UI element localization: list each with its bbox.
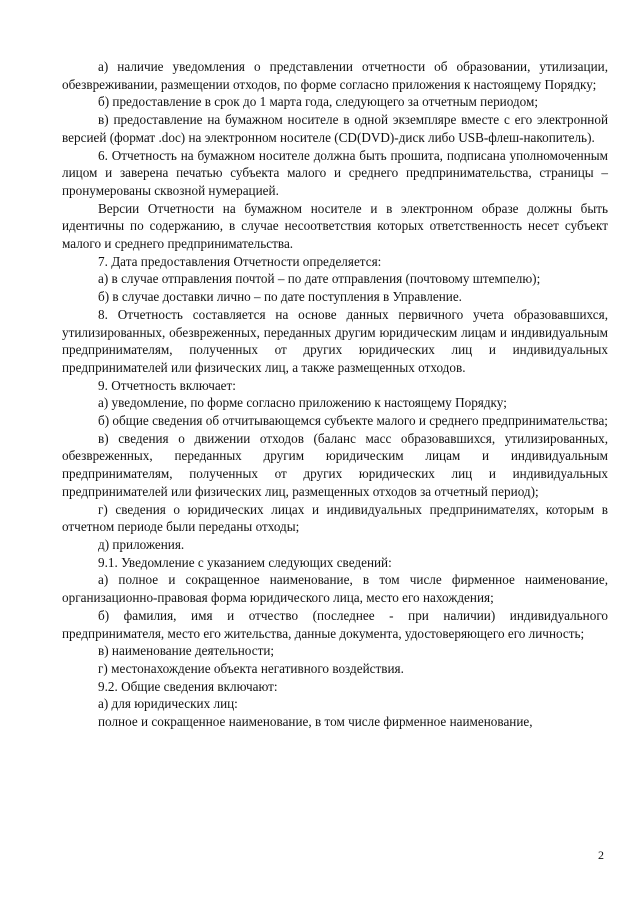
paragraph: а) в случае отправления почтой – по дате отправления (почтовому штемпелю); xyxy=(98,271,541,287)
paragraph: в) наименование деятельности; xyxy=(98,643,275,659)
paragraph: в) сведения о движении отходов (баланс масс образовавшихся, утилизированных, обезвреженных, переданных другим юридическим лицам и индивидуальным предпринимателям, полученных от других юридических лиц и индивидуальных предпринимателей или физических лиц, размещенных отходов за отчетный период); xyxy=(62,430,608,499)
paragraph: в) предоставление на бумажном носителе в одной экземпляре вместе с его электронной версией (формат .doc) на электронном носителе (CD(DVD)-диск либо USB-флеш-накопитель). xyxy=(62,112,608,145)
document-body xyxy=(62,58,608,731)
paragraph: 9. Отчетность включает: xyxy=(98,377,236,393)
paragraph: полное и сокращенное наименование, в том числе фирменное наименование, xyxy=(98,714,533,730)
paragraph: б) фамилия, имя и отчество (последнее - при наличии) индивидуального предпринимателя, место его жительства, данные документа, удостоверяющего его личность; xyxy=(62,607,608,641)
paragraph: а) полное и сокращенное наименование, в том числе фирменное наименование, организационно-правовая форма юридического лица, место его нахождения; xyxy=(62,572,608,606)
paragraph: г) сведения о юридических лицах и индивидуальных предпринимателях, которым в отчетном периоде были переданы отходы; xyxy=(62,501,608,535)
paragraph: Версии Отчетности на бумажном носителе и в электронном образе должны быть идентичны по содержанию, в случае несоответствия которых ответственность несет субъект малого и среднего предпринимательства. xyxy=(62,200,608,252)
paragraph: 8. Отчетность составляется на основе данных первичного учета образовавшихся, утилизированных, обезвреженных, переданных другим юридическим лицам и индивидуальным предпринимателям, полученных от других юридических лиц и индивидуальных предпринимателей или физических лиц, а также размещенных отходов. xyxy=(62,306,608,375)
paragraph: 7. Дата предоставления Отчетности определяется: xyxy=(98,253,382,269)
paragraph: 9.2. Общие сведения включают: xyxy=(98,678,278,694)
paragraph: б) в случае доставки лично – по дате поступления в Управление. xyxy=(98,289,462,305)
paragraph: б) общие сведения об отчитывающемся субъекте малого и среднего предпринимательства; xyxy=(98,413,608,429)
page-number: 2 xyxy=(598,848,604,862)
paragraph: 6. Отчетность на бумажном носителе должна быть прошита, подписана уполномоченным лицом и заверена печатью субъекта малого и среднего предпринимательства, страницы – пронумерованы сквозной нумерацией. xyxy=(62,147,608,198)
paragraph: г) местонахождение объекта негативного воздействия. xyxy=(98,660,404,676)
paragraph: д) приложения. xyxy=(98,536,185,552)
paragraph: а) уведомление, по форме согласно приложению к настоящему Порядку; xyxy=(98,395,507,411)
paragraph: 9.1. Уведомление с указанием следующих сведений: xyxy=(98,554,392,570)
paragraph: б) предоставление в срок до 1 марта года, следующего за отчетным периодом; xyxy=(98,94,538,110)
paragraph: а) для юридических лиц: xyxy=(98,696,238,712)
paragraph: а) наличие уведомления о представлении отчетности об образовании, утилизации, обезвреживании, размещении отходов, по форме согласно приложения к настоящему Порядку; xyxy=(62,59,608,92)
